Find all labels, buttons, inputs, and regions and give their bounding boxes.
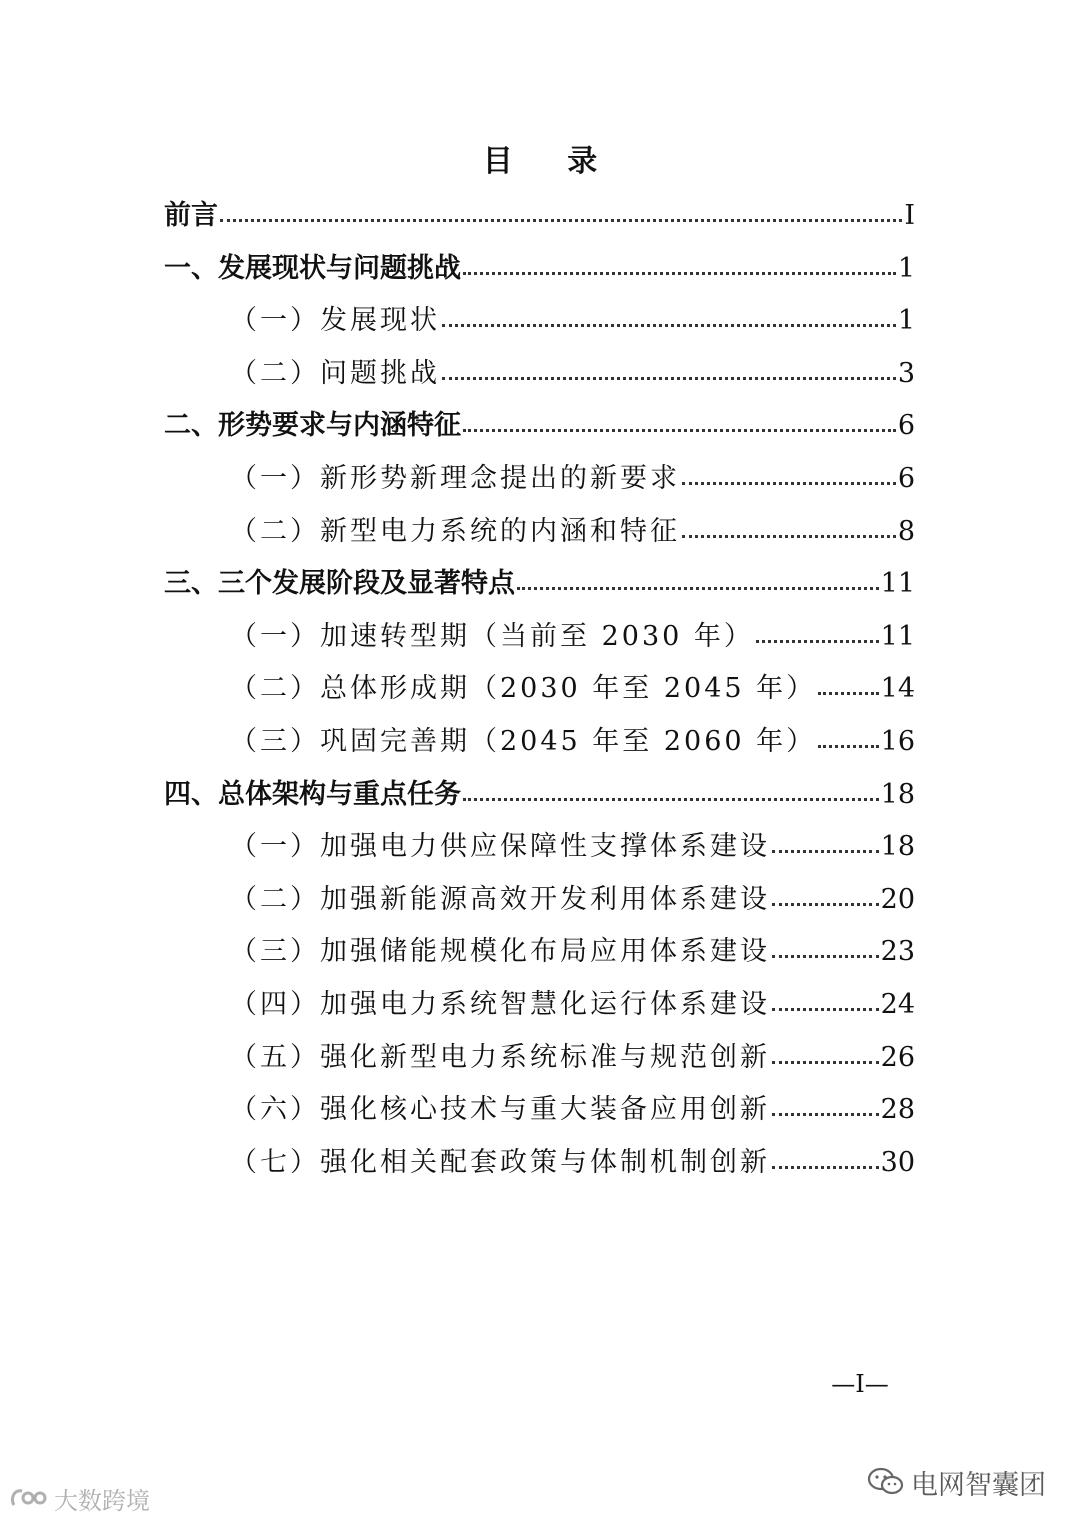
toc-entry[interactable] <box>230 985 915 1025</box>
toc-entry-page: 23 <box>880 936 915 967</box>
toc-entry[interactable] <box>230 617 915 657</box>
toc-leader-dots <box>220 215 902 222</box>
toc-entry-page: 11 <box>880 621 915 652</box>
toc-leader-dots <box>818 741 878 748</box>
toc-leader-dots <box>772 951 879 958</box>
toc-leader-dots <box>818 688 878 695</box>
wechat-icon <box>867 1466 905 1498</box>
toc-leader-dots <box>463 794 879 801</box>
toc-entry-page: 30 <box>880 1147 915 1178</box>
toc-entry-label: （一）加强电力供应保障性支撑体系建设 <box>230 831 770 862</box>
toc-entry-label: （一）加速转型期（当前至 2030 年） <box>230 621 754 652</box>
watermark-right <box>867 1462 1046 1502</box>
toc-entry[interactable] <box>230 459 915 499</box>
toc-entry-page: I <box>904 200 915 231</box>
toc-entry-page: 26 <box>880 1042 915 1073</box>
toc-leader-dots <box>463 425 896 432</box>
toc-leader-dots <box>442 320 896 327</box>
watermark-left <box>8 1478 150 1518</box>
toc-leader-dots <box>682 531 896 538</box>
toc-entry[interactable] <box>164 406 915 446</box>
watermark-left-text: 大数跨境 <box>54 1486 150 1515</box>
toc-entry[interactable] <box>230 827 915 867</box>
toc-entry-page: 20 <box>880 884 915 915</box>
toc-entry[interactable] <box>230 880 915 920</box>
toc-title: 目 录 <box>482 144 620 179</box>
toc-entry-label: （七）强化相关配套政策与体制机制创新 <box>230 1147 770 1178</box>
toc-entry[interactable] <box>230 722 915 762</box>
toc-entry-label: （二）新型电力系统的内涵和特征 <box>230 516 680 547</box>
toc-entry-page: 6 <box>897 463 915 494</box>
toc-leader-dots <box>463 268 896 275</box>
toc-entry-label: （一）发展现状 <box>230 305 440 336</box>
toc-entry-label: （三）巩固完善期（2045 年至 2060 年） <box>230 726 817 757</box>
logo-icon <box>8 1485 48 1511</box>
toc-entry-label: （五）强化新型电力系统标准与规范创新 <box>230 1042 770 1073</box>
toc-entry[interactable] <box>230 1143 915 1183</box>
toc-leader-dots <box>442 373 896 380</box>
toc-entry-page: 16 <box>880 726 915 757</box>
toc-entry-label: （四）加强电力系统智慧化运行体系建设 <box>230 989 770 1020</box>
toc-leader-dots <box>756 636 879 643</box>
toc-leader-dots <box>772 1057 879 1064</box>
toc-entry[interactable] <box>164 196 915 236</box>
toc-entry-page: 28 <box>880 1094 915 1125</box>
toc-entry-label: （三）加强储能规模化布局应用体系建设 <box>230 936 770 967</box>
toc-leader-dots <box>772 1162 879 1169</box>
toc-entry-page: 6 <box>897 410 915 441</box>
toc-entry[interactable] <box>164 249 915 289</box>
toc-entry-page: 18 <box>880 831 915 862</box>
toc-leader-dots <box>682 478 896 485</box>
toc-entry-label: （二）加强新能源高效开发利用体系建设 <box>230 884 770 915</box>
toc-entry-label: 三、三个发展阶段及显著特点 <box>164 568 515 599</box>
toc-entry-label: 二、形势要求与内涵特征 <box>164 410 461 441</box>
toc-entry[interactable] <box>230 1090 915 1130</box>
toc-entry-label: 四、总体架构与重点任务 <box>164 779 461 810</box>
toc-entry-label: 前言 <box>164 200 218 231</box>
toc-leader-dots <box>517 583 879 590</box>
page-number: —I— <box>831 1370 889 1398</box>
toc-entry-page: 14 <box>880 673 915 704</box>
toc-entry[interactable] <box>230 1038 915 1078</box>
toc-entry-page: 11 <box>880 568 915 599</box>
toc-entry[interactable] <box>230 301 915 341</box>
toc-leader-dots <box>772 1109 879 1116</box>
toc-leader-dots <box>772 1004 879 1011</box>
toc-leader-dots <box>772 899 879 906</box>
toc-entry[interactable] <box>164 775 915 815</box>
toc-entry-page: 18 <box>880 779 915 810</box>
toc-leader-dots <box>772 846 879 853</box>
toc-entry-label: （一）新形势新理念提出的新要求 <box>230 463 680 494</box>
toc-entry[interactable] <box>230 932 915 972</box>
toc-entry-page: 1 <box>897 305 915 336</box>
toc-entry-page: 24 <box>880 989 915 1020</box>
toc-entry-label: （六）强化核心技术与重大装备应用创新 <box>230 1094 770 1125</box>
toc-entry-page: 1 <box>897 253 915 284</box>
toc-entry[interactable] <box>230 512 915 552</box>
toc-entry-page: 8 <box>897 516 915 547</box>
toc-entry-page: 3 <box>897 358 915 389</box>
toc-entry-label: （二）总体形成期（2030 年至 2045 年） <box>230 673 817 704</box>
watermark-right-text: 电网智囊团 <box>911 1469 1046 1501</box>
toc-entry[interactable] <box>230 354 915 394</box>
toc-entry-label: 一、发展现状与问题挑战 <box>164 253 461 284</box>
toc-entry[interactable] <box>230 669 915 709</box>
toc-entry[interactable] <box>164 564 915 604</box>
toc-entry-label: （二）问题挑战 <box>230 358 440 389</box>
